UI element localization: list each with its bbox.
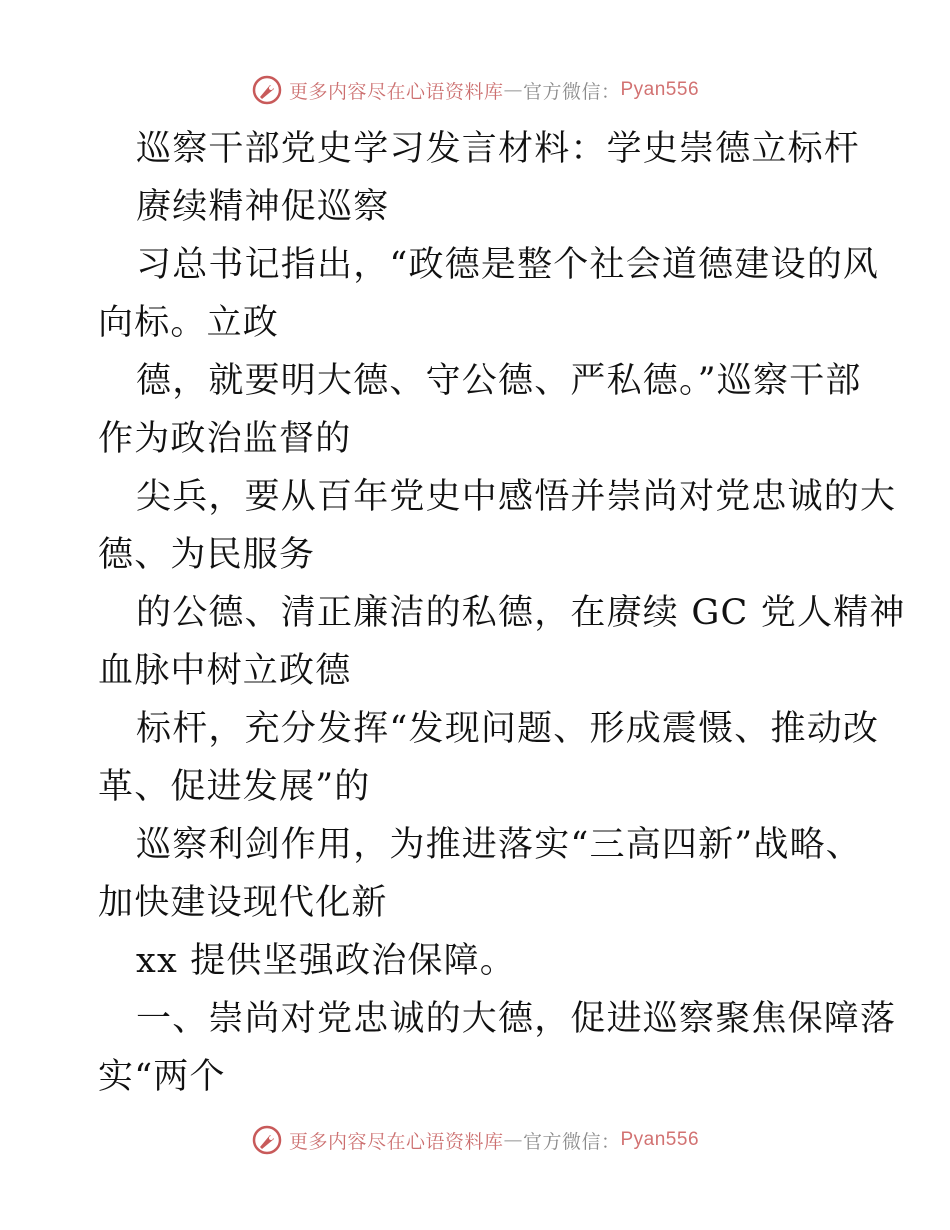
body-line: 巡察利剑作用，为推进落实“三高四新”战略、 [136, 825, 862, 865]
body-line: 的公德、清正廉洁的私德，在赓续 GC 党人精神 [136, 593, 906, 633]
body-line: 作为政治监督的 [98, 419, 352, 459]
watermark-brand: 更多内容尽在心语资料库 [288, 80, 504, 103]
section-heading-line: 一、崇尚对党忠诚的大德，促进巡察聚焦保障落 [136, 999, 897, 1039]
body-line: 德、为民服务 [98, 535, 316, 575]
body-line: 加快建设现代化新 [98, 883, 388, 923]
watermark-brand: 更多内容尽在心语资料库 [288, 1130, 504, 1153]
body-line: xx 提供坚强政治保障。 [136, 941, 517, 981]
watermark-separator: — [503, 1129, 523, 1151]
body-line: 革、促进发展”的 [98, 767, 371, 807]
section-heading-line: 实“两个 [98, 1057, 226, 1097]
watermark-official-label: 官方微信： [522, 1130, 621, 1153]
watermark-wechat-id: Pyan556 [620, 1129, 700, 1150]
watermark-wechat-id: Pyan556 [620, 79, 700, 100]
body-line: 向标。立政 [98, 303, 280, 343]
body-line: 德，就要明大德、守公德、严私德。”巡察干部 [136, 361, 862, 401]
body-line: 尖兵，要从百年党史中感悟并崇尚对党忠诚的大 [136, 477, 897, 517]
body-line: 血脉中树立政德 [98, 651, 352, 691]
header-watermark [0, 70, 950, 110]
body-line: 赓续精神促巡察 [136, 187, 390, 227]
body-line: 巡察干部党史学习发言材料：学史崇德立标杆 [136, 129, 861, 169]
document-body [98, 120, 906, 1106]
body-line: 标杆，充分发挥“发现问题、形成震慑、推动改 [136, 709, 880, 749]
watermark-official-label: 官方微信： [522, 80, 621, 103]
footer-watermark [0, 1120, 950, 1160]
pen-nib-circle-icon [251, 1124, 283, 1156]
body-line: 习总书记指出，“政德是整个社会道德建设的风 [136, 245, 880, 285]
pen-nib-circle-icon [251, 74, 283, 106]
watermark-separator: — [503, 79, 523, 101]
